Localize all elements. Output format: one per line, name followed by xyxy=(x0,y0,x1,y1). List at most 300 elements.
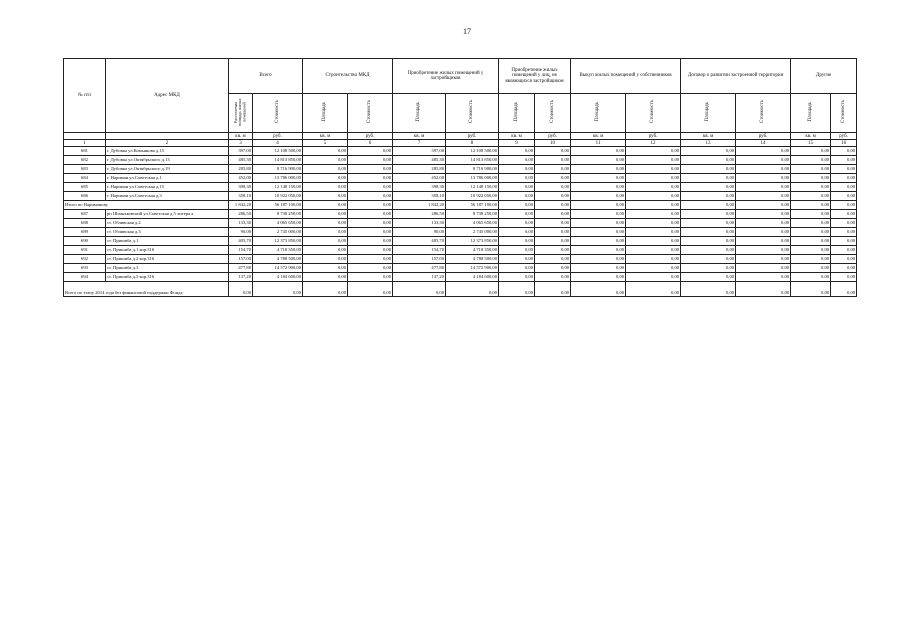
column-numbers-row xyxy=(64,140,857,147)
row-value: 0,00 xyxy=(348,210,393,219)
row-value: 0,00 xyxy=(736,174,791,183)
row-value: 0,00 xyxy=(831,273,857,282)
row-value: 0,00 xyxy=(303,273,348,282)
unit-label: руб. xyxy=(736,133,791,140)
group-header: Приобретение жилых помещений у застройщиков xyxy=(393,59,499,94)
unit-label: кв. м xyxy=(571,133,626,140)
table-row xyxy=(64,237,857,246)
row-value: 0,00 xyxy=(571,255,626,264)
row-address: г. Дубовка ул.Октябрьского д.19 xyxy=(106,165,229,174)
unit-label: кв. м xyxy=(499,133,535,140)
subheader-cost: Стоимость xyxy=(367,100,373,124)
row-value: 0,00 xyxy=(348,174,393,183)
row-value: 154,70 xyxy=(229,246,253,255)
row-value: 0,00 xyxy=(535,192,571,201)
column-number: 3 xyxy=(229,140,253,147)
row-value: 12 373 850,00 xyxy=(446,237,499,246)
row-value: 0,00 xyxy=(303,165,348,174)
row-value: 0,00 xyxy=(626,264,681,273)
summary-value: 0,00 xyxy=(736,201,791,210)
row-value: 14 572 900,00 xyxy=(446,264,499,273)
row-value: 0,00 xyxy=(626,165,681,174)
table-body xyxy=(64,133,857,297)
row-value: 0,00 xyxy=(831,246,857,255)
row-value: 0,00 xyxy=(626,255,681,264)
row-value: 90,00 xyxy=(393,228,446,237)
group-header: Другие xyxy=(791,59,857,94)
unit-label: руб. xyxy=(626,133,681,140)
row-value: 0,00 xyxy=(791,183,831,192)
subheader-cost: Стоимость xyxy=(760,100,766,124)
row-number: 691 xyxy=(64,246,106,255)
summary-value: 56 187 100,00 xyxy=(253,201,303,210)
row-number: 689 xyxy=(64,228,106,237)
row-value: 0,00 xyxy=(499,237,535,246)
row-value: 12 148 150,00 xyxy=(446,183,499,192)
group-header: Строительство МКД xyxy=(303,59,393,94)
row-value: 0,00 xyxy=(831,156,857,165)
row-value: 0,00 xyxy=(571,264,626,273)
row-value: 0,00 xyxy=(831,147,857,156)
subheader-cost: Стоимость xyxy=(840,100,846,124)
row-value: 0,00 xyxy=(681,210,736,219)
row-value: 0,00 xyxy=(626,156,681,165)
row-value: 8 716 900,00 xyxy=(253,165,303,174)
row-value: 0,00 xyxy=(736,228,791,237)
row-value: 0,00 xyxy=(499,219,535,228)
row-value: 0,00 xyxy=(831,210,857,219)
row-value: 0,00 xyxy=(791,264,831,273)
row-value: 0,00 xyxy=(535,228,571,237)
summary-label: Всего по этапу 2014 года без финансовой поддержки Фонда xyxy=(64,282,229,297)
row-value: 4 718 350,00 xyxy=(446,246,499,255)
subheader-cost: Стоимость xyxy=(549,100,555,124)
row-address: ст. Пришиба д.2 кор.316 xyxy=(106,255,229,264)
row-value: 0,00 xyxy=(571,210,626,219)
row-value: 0,00 xyxy=(626,183,681,192)
column-number: 2 xyxy=(106,140,229,147)
group-header: Всего xyxy=(229,59,303,94)
row-value: 0,00 xyxy=(681,246,736,255)
row-value: 14 813 850,00 xyxy=(253,156,303,165)
column-number: 1 xyxy=(64,140,106,147)
row-value: 0,00 xyxy=(535,156,571,165)
row-value: 133,30 xyxy=(229,219,253,228)
row-value: 0,00 xyxy=(681,228,736,237)
summary-value: 0,00 xyxy=(535,282,571,297)
row-address: ст. Обливская д.2 xyxy=(106,219,229,228)
row-value: 0,00 xyxy=(831,264,857,273)
row-value: 286,50 xyxy=(229,210,253,219)
row-address: ст. Пришиба д.5 кор.316 xyxy=(106,273,229,282)
row-value: 12 108 500,00 xyxy=(446,147,499,156)
row-number: 686 xyxy=(64,192,106,201)
row-value: 0,00 xyxy=(736,156,791,165)
row-value: 0,00 xyxy=(499,228,535,237)
table-row xyxy=(64,210,857,219)
col-no-header: № п/п xyxy=(64,59,106,133)
row-value: 0,00 xyxy=(535,255,571,264)
col-address-header: Адрес МКД xyxy=(106,59,229,133)
unit-label: кв. м xyxy=(393,133,446,140)
table-row xyxy=(64,255,857,264)
row-value: 0,00 xyxy=(303,237,348,246)
row-number: 690 xyxy=(64,237,106,246)
group-header: Приобретение жилых помещений у лиц, не являющихся застройщиком xyxy=(499,59,571,94)
unit-label: кв. м xyxy=(791,133,831,140)
row-value: 358,10 xyxy=(229,192,253,201)
row-value: 8 738 250,00 xyxy=(446,210,499,219)
row-value: 14 813 850,00 xyxy=(446,156,499,165)
row-value: 0,00 xyxy=(736,192,791,201)
row-value: 0,00 xyxy=(831,228,857,237)
row-value: 0,00 xyxy=(626,147,681,156)
unit-label: руб. xyxy=(446,133,499,140)
summary-value: 0,00 xyxy=(229,282,253,297)
row-value: 0,00 xyxy=(681,192,736,201)
row-value: 0,00 xyxy=(535,174,571,183)
row-address: г. Дубовка ул.Комьянова д.15 xyxy=(106,147,229,156)
row-value: 2 745 000,00 xyxy=(253,228,303,237)
row-value: 0,00 xyxy=(535,246,571,255)
summary-value: 0,00 xyxy=(831,201,857,210)
row-value: 0,00 xyxy=(535,237,571,246)
row-value: 4 184 600,00 xyxy=(446,273,499,282)
table-row xyxy=(64,264,857,273)
row-value: 0,00 xyxy=(626,273,681,282)
row-value: 10 922 050,00 xyxy=(253,192,303,201)
row-value: 0,00 xyxy=(499,264,535,273)
row-value: 0,00 xyxy=(571,165,626,174)
row-value: 4 788 500,00 xyxy=(253,255,303,264)
units-row xyxy=(64,133,857,140)
column-number: 4 xyxy=(253,140,303,147)
summary-value: 0,00 xyxy=(303,282,348,297)
row-value: 0,00 xyxy=(303,210,348,219)
row-value: 0,00 xyxy=(535,264,571,273)
row-value: 0,00 xyxy=(626,192,681,201)
row-value: 0,00 xyxy=(626,237,681,246)
row-value: 0,00 xyxy=(736,264,791,273)
row-value: 285,80 xyxy=(229,165,253,174)
row-value: 358,10 xyxy=(393,192,446,201)
column-number: 16 xyxy=(831,140,857,147)
row-value: 0,00 xyxy=(303,219,348,228)
unit-label: руб. xyxy=(253,133,303,140)
row-value: 0,00 xyxy=(499,156,535,165)
row-value: 0,00 xyxy=(791,255,831,264)
row-number: 688 xyxy=(64,219,106,228)
row-value: 8 716 900,00 xyxy=(446,165,499,174)
row-value: 0,00 xyxy=(499,246,535,255)
unit-label: кв. м xyxy=(681,133,736,140)
row-value: 90,00 xyxy=(229,228,253,237)
summary-value: 0,00 xyxy=(253,282,303,297)
subheader-area: Площадь xyxy=(322,102,328,122)
row-value: 0,00 xyxy=(348,156,393,165)
row-value: 157,00 xyxy=(229,255,253,264)
subheader-area: Расселяемая площадь жилых помещений xyxy=(233,98,247,126)
row-value: 0,00 xyxy=(571,183,626,192)
row-value: 10 922 050,00 xyxy=(446,192,499,201)
row-value: 154,70 xyxy=(393,246,446,255)
summary-value: 0,00 xyxy=(571,282,626,297)
row-number: 692 xyxy=(64,255,106,264)
row-value: 0,00 xyxy=(303,228,348,237)
column-number: 13 xyxy=(681,140,736,147)
summary-value: 0,00 xyxy=(681,201,736,210)
summary-value: 0,00 xyxy=(791,282,831,297)
row-number: 684 xyxy=(64,174,106,183)
row-value: 0,00 xyxy=(535,147,571,156)
summary-value: 0,00 xyxy=(499,282,535,297)
row-value: 477,80 xyxy=(393,264,446,273)
row-value: 0,00 xyxy=(736,210,791,219)
resettlement-table xyxy=(63,58,857,297)
column-number: 7 xyxy=(393,140,446,147)
table-row xyxy=(64,192,857,201)
row-value: 0,00 xyxy=(303,183,348,192)
row-value: 157,00 xyxy=(393,255,446,264)
summary-value: 0,00 xyxy=(681,282,736,297)
row-number: 693 xyxy=(64,264,106,273)
summary-value: 1 842,20 xyxy=(393,201,446,210)
row-value: 0,00 xyxy=(626,246,681,255)
row-value: 0,00 xyxy=(831,237,857,246)
row-address: рп Шпаньковский ул.Советская д.5 литера а xyxy=(106,210,229,219)
row-value: 477,80 xyxy=(229,264,253,273)
row-value: 0,00 xyxy=(681,165,736,174)
summary-value: 0,00 xyxy=(303,201,348,210)
row-value: 0,00 xyxy=(831,255,857,264)
row-value: 0,00 xyxy=(626,228,681,237)
subheader-cost: Стоимость xyxy=(469,100,475,124)
row-address: ст. Пришиба д.3 xyxy=(106,264,229,273)
row-value: 0,00 xyxy=(681,255,736,264)
group-header: Договор о развитии застроенной территории xyxy=(681,59,791,94)
subheader-cost: Стоимость xyxy=(274,100,280,124)
subheader-area: Площадь xyxy=(416,102,422,122)
row-value: 0,00 xyxy=(831,192,857,201)
row-address: ст. Пришиба д.1 xyxy=(106,237,229,246)
row-value: 0,00 xyxy=(571,228,626,237)
summary-row xyxy=(64,201,857,210)
row-value: 485,30 xyxy=(229,156,253,165)
column-number: 5 xyxy=(303,140,348,147)
row-number: 683 xyxy=(64,165,106,174)
row-address: ст. Обливская д.3 xyxy=(106,228,229,237)
summary-row xyxy=(64,282,857,297)
row-value: 0,00 xyxy=(831,183,857,192)
row-value: 0,00 xyxy=(348,264,393,273)
row-value: 0,00 xyxy=(303,192,348,201)
row-value: 0,00 xyxy=(681,183,736,192)
row-value: 137,20 xyxy=(229,273,253,282)
summary-value: 56 187 100,00 xyxy=(446,201,499,210)
summary-value: 0,00 xyxy=(348,282,393,297)
column-number: 6 xyxy=(348,140,393,147)
summary-value: 0,00 xyxy=(571,201,626,210)
row-value: 398,30 xyxy=(393,183,446,192)
row-value: 0,00 xyxy=(499,210,535,219)
row-value: 0,00 xyxy=(348,165,393,174)
row-value: 0,00 xyxy=(348,273,393,282)
summary-value: 0,00 xyxy=(626,282,681,297)
row-value: 398,30 xyxy=(229,183,253,192)
row-value: 0,00 xyxy=(681,237,736,246)
row-value: 137,20 xyxy=(393,273,446,282)
row-value: 0,00 xyxy=(499,147,535,156)
row-value: 0,00 xyxy=(791,219,831,228)
unit-label: руб. xyxy=(348,133,393,140)
column-number: 11 xyxy=(571,140,626,147)
row-value: 452,00 xyxy=(229,174,253,183)
row-value: 0,00 xyxy=(791,210,831,219)
unit-label: кв. м xyxy=(229,133,253,140)
row-value: 0,00 xyxy=(736,237,791,246)
row-value: 4 065 650,00 xyxy=(446,219,499,228)
row-value: 0,00 xyxy=(791,174,831,183)
row-address: г. Нариман ул.Советская д.1 xyxy=(106,174,229,183)
row-value: 0,00 xyxy=(303,255,348,264)
subheader-area: Площадь xyxy=(807,102,813,122)
row-value: 485,30 xyxy=(393,156,446,165)
unit-label: кв. м xyxy=(303,133,348,140)
summary-value: 0,00 xyxy=(393,282,446,297)
row-value: 0,00 xyxy=(626,210,681,219)
row-value: 0,00 xyxy=(791,228,831,237)
row-value: 13 786 000,00 xyxy=(446,174,499,183)
row-value: 0,00 xyxy=(791,273,831,282)
row-value: 0,00 xyxy=(348,192,393,201)
row-value: 0,00 xyxy=(736,165,791,174)
column-number: 9 xyxy=(499,140,535,147)
row-address: ст. Пришиба д.1 кор.316 xyxy=(106,246,229,255)
row-value: 0,00 xyxy=(535,165,571,174)
row-value: 13 786 000,00 xyxy=(253,174,303,183)
row-value: 0,00 xyxy=(348,237,393,246)
page-number: 17 xyxy=(463,27,471,36)
row-value: 0,00 xyxy=(736,183,791,192)
subheader-area: Площадь xyxy=(595,102,601,122)
row-number: 685 xyxy=(64,183,106,192)
row-value: 0,00 xyxy=(571,147,626,156)
summary-value: 0,00 xyxy=(791,201,831,210)
subheader-area: Площадь xyxy=(705,102,711,122)
row-value: 0,00 xyxy=(681,156,736,165)
row-value: 133,30 xyxy=(393,219,446,228)
row-value: 12 108 500,00 xyxy=(253,147,303,156)
row-value: 4 065 650,00 xyxy=(253,219,303,228)
row-value: 0,00 xyxy=(736,219,791,228)
row-value: 8 738 250,00 xyxy=(253,210,303,219)
column-number: 14 xyxy=(736,140,791,147)
row-value: 0,00 xyxy=(348,246,393,255)
unit-label: руб. xyxy=(535,133,571,140)
row-value: 0,00 xyxy=(303,147,348,156)
row-value: 397,00 xyxy=(229,147,253,156)
units-blank xyxy=(64,133,106,140)
row-value: 0,00 xyxy=(499,273,535,282)
row-value: 0,00 xyxy=(499,165,535,174)
row-value: 0,00 xyxy=(348,219,393,228)
row-value: 0,00 xyxy=(791,246,831,255)
row-value: 0,00 xyxy=(303,174,348,183)
row-value: 285,80 xyxy=(393,165,446,174)
row-value: 0,00 xyxy=(303,156,348,165)
row-value: 0,00 xyxy=(736,246,791,255)
row-value: 0,00 xyxy=(571,246,626,255)
row-value: 0,00 xyxy=(535,183,571,192)
row-number: 694 xyxy=(64,273,106,282)
table-row xyxy=(64,219,857,228)
summary-value: 0,00 xyxy=(348,201,393,210)
summary-value: 0,00 xyxy=(446,282,499,297)
row-value: 0,00 xyxy=(499,183,535,192)
row-value: 0,00 xyxy=(791,147,831,156)
row-value: 0,00 xyxy=(791,192,831,201)
table-row xyxy=(64,228,857,237)
column-number: 10 xyxy=(535,140,571,147)
row-value: 0,00 xyxy=(791,156,831,165)
row-value: 0,00 xyxy=(571,219,626,228)
row-value: 12 148 150,00 xyxy=(253,183,303,192)
row-number: 687 xyxy=(64,210,106,219)
row-address: г. Нариман ул.Советская д.3 xyxy=(106,192,229,201)
row-value: 0,00 xyxy=(681,264,736,273)
row-value: 405,70 xyxy=(229,237,253,246)
row-value: 0,00 xyxy=(571,192,626,201)
row-value: 0,00 xyxy=(303,264,348,273)
row-value: 0,00 xyxy=(736,273,791,282)
summary-value: 0,00 xyxy=(831,282,857,297)
row-value: 0,00 xyxy=(499,255,535,264)
row-value: 0,00 xyxy=(571,237,626,246)
row-number: 682 xyxy=(64,156,106,165)
row-value: 0,00 xyxy=(571,273,626,282)
row-value: 0,00 xyxy=(348,255,393,264)
summary-value: 1 842,20 xyxy=(229,201,253,210)
row-value: 0,00 xyxy=(348,228,393,237)
row-value: 397,00 xyxy=(393,147,446,156)
row-value: 4 788 500,00 xyxy=(446,255,499,264)
row-value: 286,50 xyxy=(393,210,446,219)
row-value: 2 745 000,00 xyxy=(446,228,499,237)
row-value: 0,00 xyxy=(535,219,571,228)
summary-value: 0,00 xyxy=(736,282,791,297)
row-address: г. Нариман ул.Советская д.15 xyxy=(106,183,229,192)
summary-value: 0,00 xyxy=(626,201,681,210)
table-row xyxy=(64,246,857,255)
row-value: 0,00 xyxy=(626,174,681,183)
units-blank xyxy=(106,133,229,140)
row-number: 681 xyxy=(64,147,106,156)
row-value: 0,00 xyxy=(791,237,831,246)
row-value: 0,00 xyxy=(681,147,736,156)
row-value: 0,00 xyxy=(535,273,571,282)
row-value: 0,00 xyxy=(736,147,791,156)
summary-label: Итого по Нариманову xyxy=(64,201,229,210)
row-value: 0,00 xyxy=(571,156,626,165)
table-row xyxy=(64,156,857,165)
row-value: 0,00 xyxy=(831,219,857,228)
column-number: 15 xyxy=(791,140,831,147)
row-value: 0,00 xyxy=(348,183,393,192)
row-value: 0,00 xyxy=(535,210,571,219)
row-value: 4 184 600,00 xyxy=(253,273,303,282)
row-value: 0,00 xyxy=(831,174,857,183)
row-value: 0,00 xyxy=(831,165,857,174)
